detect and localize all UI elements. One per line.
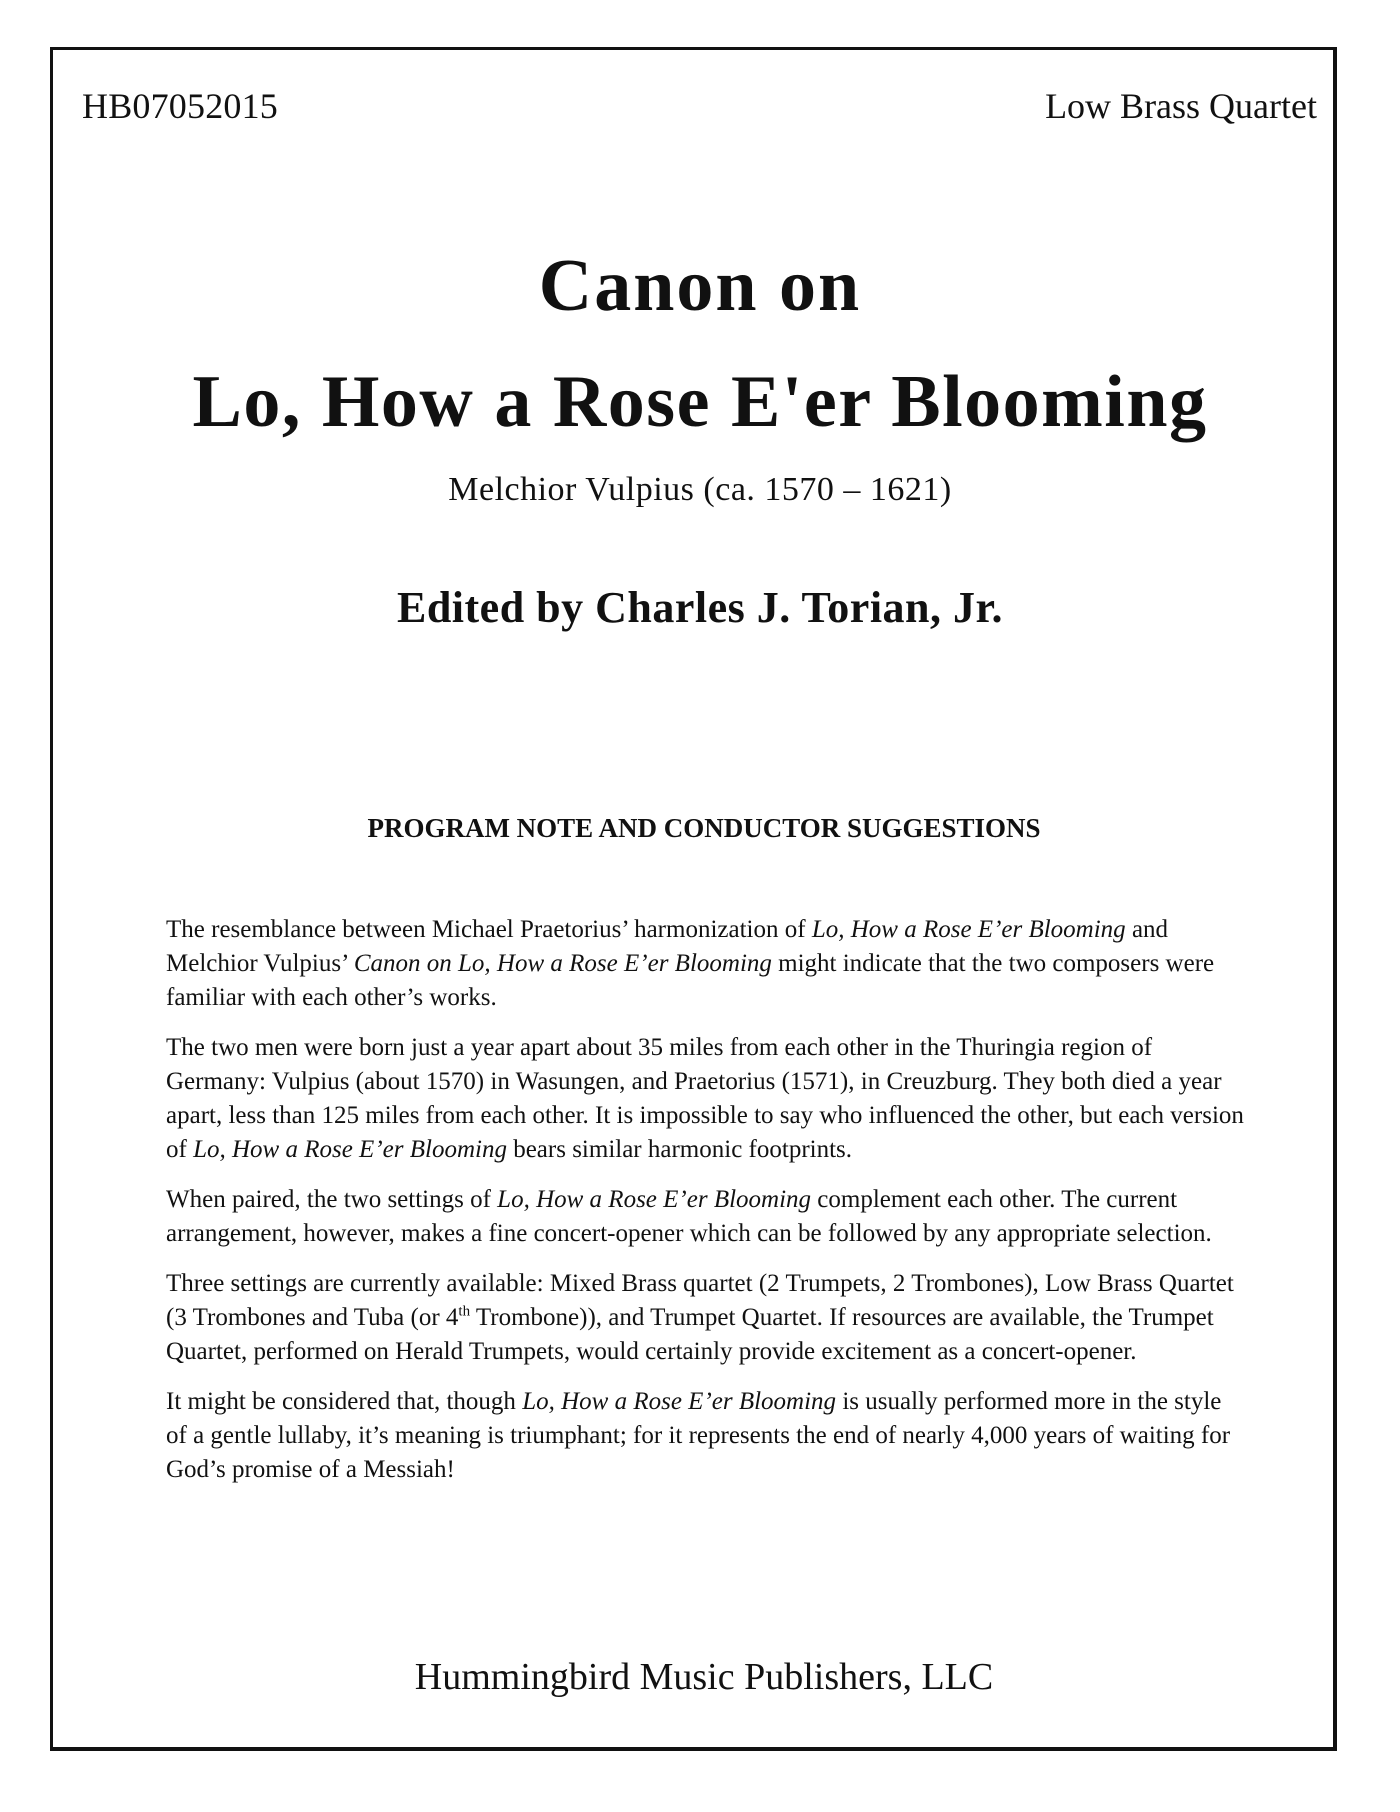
note-paragraph-1 bbox=[166, 913, 1246, 1015]
work-title: Lo, How a Rose E’er Blooming bbox=[522, 1388, 837, 1415]
note-text: When paired, the two settings of bbox=[166, 1186, 498, 1213]
note-paragraph-5 bbox=[166, 1385, 1246, 1487]
program-note-heading: PROGRAM NOTE AND CONDUCTOR SUGGESTIONS bbox=[367, 813, 1041, 843]
ordinal-suffix: th bbox=[458, 1303, 471, 1320]
title-line-2: Lo, How a Rose E'er Blooming bbox=[192, 361, 1208, 443]
editor-credit: Edited by Charles J. Torian, Jr. bbox=[396, 583, 1004, 632]
note-text: is usually performed more in the style of a gentle lullaby, it’s meaning is triumphant; for it represents the end of nearly 4,000 years of waiting for God’s promise of a Messiah! bbox=[166, 1388, 1231, 1483]
note-paragraph-3 bbox=[166, 1183, 1246, 1251]
note-text: The resemblance between Michael Praetorius’ harmonization of bbox=[166, 916, 812, 943]
note-text: Trombone)), and Trumpet Quartet. If resources are available, the Trumpet Quartet, performed on Herald Trumpets, would certainly provide excitement as a concert-opener. bbox=[166, 1304, 1214, 1365]
note-text: bears similar harmonic footprints. bbox=[506, 1136, 853, 1163]
work-title: Canon on Lo, How a Rose E’er Blooming bbox=[353, 950, 772, 977]
program-notes bbox=[166, 913, 1246, 1503]
publisher-name: Hummingbird Music Publishers, LLC bbox=[414, 1656, 994, 1698]
note-text: The two men were born just a year apart about 35 miles from each other in the Thuringia region of Germany: Vulpius (about 1570) in Wasungen, and Praetorius (1571), in Creuzburg. They both died a year apart, less than 125 miles from each other. It is impossible to say who influenced the other, but each version of bbox=[166, 1034, 1244, 1163]
composer-credit: Melchior Vulpius (ca. 1570 – 1621) bbox=[448, 471, 952, 508]
note-text: complement each other. The current arrangement, however, makes a fine concert-opener which can be followed by any appropriate selection. bbox=[166, 1186, 1212, 1247]
note-text: Three settings are currently available: Mixed Brass quartet (2 Trumpets, 2 Trombones), Low Brass Quartet (3 Trombones and Tuba (or 4 bbox=[166, 1270, 1234, 1331]
note-text: and Melchior Vulpius’ bbox=[166, 916, 1169, 977]
catalog-number: HB07052015 bbox=[82, 86, 279, 126]
work-title: Lo, How a Rose E’er Blooming bbox=[497, 1186, 812, 1213]
work-title: Lo, How a Rose E’er Blooming bbox=[193, 1136, 507, 1163]
note-text: might indicate that the two composers were familiar with each other’s works. bbox=[166, 950, 1215, 1011]
ensemble-type: Low Brass Quartet bbox=[1045, 86, 1317, 126]
work-title: Lo, How a Rose E’er Blooming bbox=[811, 916, 1126, 943]
note-paragraph-4 bbox=[166, 1267, 1246, 1369]
note-paragraph-2 bbox=[166, 1031, 1246, 1167]
title-line-1: Canon on bbox=[538, 245, 862, 327]
note-text: It might be considered that, though bbox=[166, 1388, 523, 1415]
